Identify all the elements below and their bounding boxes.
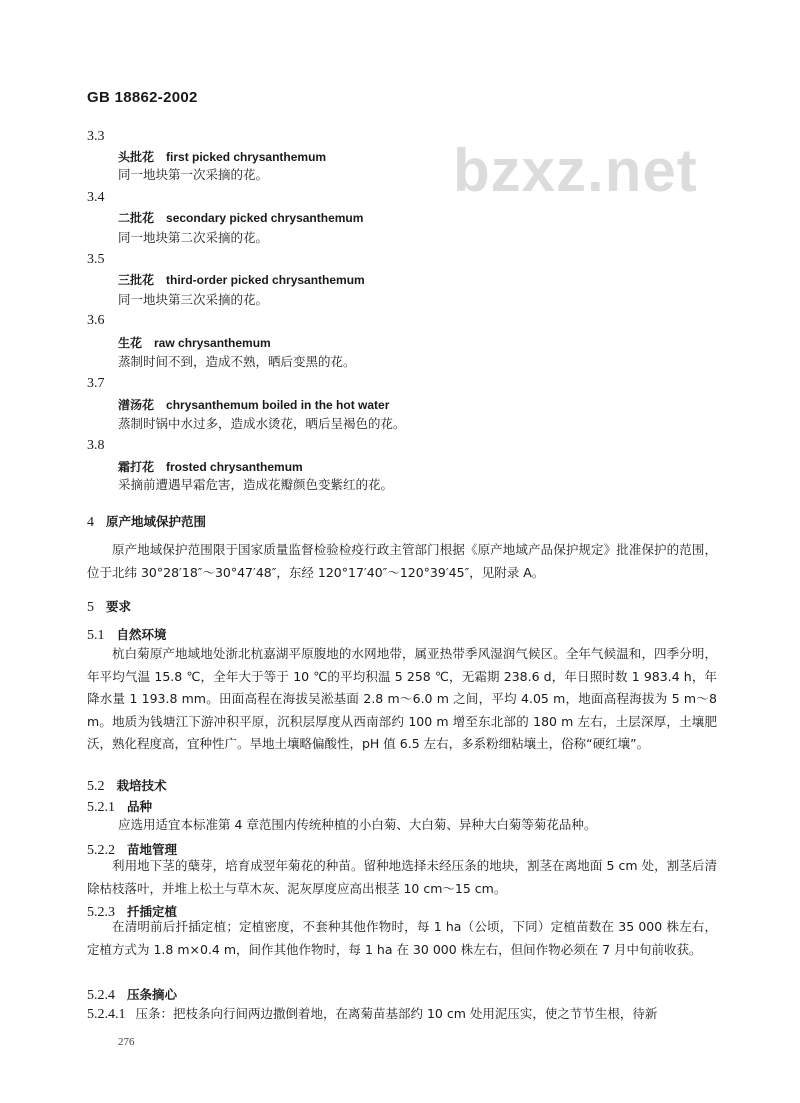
term-heading xyxy=(118,458,303,475)
term-number: 3.5 xyxy=(87,252,105,267)
term-definition: 同一地块第二次采摘的花。 xyxy=(118,230,269,245)
term-en: third-order picked chrysanthemum xyxy=(166,273,365,287)
section-paragraph: 杭白菊原产地域地处浙北杭嘉湖平原腹地的水网地带，属亚热带季风湿润气候区。全年气候温和，四季分明，年平均气温 15.8 ℃，全年大于等于 10 ℃的平均积温 5 258 ℃，无霜期 238.6 d，年日照时数 1 983.4 h，年降水量 1 193.8 mm。田面高程在海拔吴淞基面 2.8 m～6.0 m 之间，平均 4.05 m，地面高程海拔为 5 m～8 m。地质为钱塘江下游冲积平原，沉积层厚度从西南部约 100 m 增至东北部的 180 m 左右，土层深厚，土壤肥沃，熟化程度高，宜种性广。旱地土壤略偏酸性，pH 值 6.5 左右，多系粉细粘壤土，俗称“硬红壤”。 xyxy=(87,646,717,751)
section-number: 4 xyxy=(87,515,94,530)
term-number: 3.7 xyxy=(87,376,105,391)
section-paragraph: 应选用适宜本标准第 4 章范围内传统种植的小白菊、大白菊、异种大白菊等菊花品种。 xyxy=(118,817,597,832)
term-en: raw chrysanthemum xyxy=(154,336,271,350)
term-definition: 蒸制时间不到，造成不熟，晒后变黑的花。 xyxy=(118,354,356,369)
section-number: 5 xyxy=(87,600,94,615)
subsection-heading xyxy=(87,985,177,1004)
term-number: 3.6 xyxy=(87,313,105,328)
clause-number: 5.2.4.1 xyxy=(87,1007,126,1022)
term-definition: 蒸制时锅中水过多，造成水烫花，晒后呈褐色的花。 xyxy=(118,416,406,431)
term-heading xyxy=(118,209,363,226)
subsection-title: 苗地管理 xyxy=(127,842,178,857)
section-title: 原产地域保护范围 xyxy=(106,514,207,529)
subsection-title: 品种 xyxy=(127,799,153,814)
term-en: frosted chrysanthemum xyxy=(166,460,303,474)
term-zh: 三批花 xyxy=(118,273,155,287)
subsection-title: 压条摘心 xyxy=(127,987,178,1002)
watermark: bzxz.net xyxy=(453,137,698,204)
term-zh: 生花 xyxy=(118,336,143,350)
subsection-number: 5.2.4 xyxy=(87,988,115,1003)
section-paragraph: 原产地域保护范围限于国家质量监督检验检疫行政主管部门根据《原产地域产品保护规定》批准保护的范围，位于北纬 30°28′18″～30°47′48″，东经 120°17′40″～120°39′45″，见附录 A。 xyxy=(87,542,717,580)
term-definition: 同一地块第一次采摘的花。 xyxy=(118,167,269,182)
clause-paragraph xyxy=(87,1006,657,1023)
term-number: 3.8 xyxy=(87,438,105,453)
section-paragraph: 利用地下茎的蘖芽，培育成翌年菊花的种苗。留种地选择未经压条的地块，割茎在离地面 5 cm 处，割茎后清除枯枝落叶，并堆上松土与草木灰、泥灰厚度应高出根茎 10 cm～15 cm。 xyxy=(87,858,717,896)
term-heading xyxy=(118,396,389,413)
subsection-number: 5.2.2 xyxy=(87,843,115,858)
term-definition: 同一地块第三次采摘的花。 xyxy=(118,292,269,307)
term-heading xyxy=(118,334,271,351)
section-paragraph: 在清明前后扦插定植；定植密度，不套种其他作物时，每 1 ha（公顷，下同）定植苗数在 35 000 株左右，定植方式为 1.8 m×0.4 m，间作其他作物时，每 1 ha 在 30 000 株左右，但间作物必须在 7 月中旬前收获。 xyxy=(87,919,717,957)
term-heading xyxy=(118,271,365,288)
section-title: 要求 xyxy=(106,599,132,614)
term-zh: 潽汤花 xyxy=(118,398,155,412)
term-definition: 采摘前遭遇早霜危害，造成花瓣颜色变紫红的花。 xyxy=(118,477,394,492)
term-en: chrysanthemum boiled in the hot water xyxy=(166,398,390,412)
subsection-title: 栽培技术 xyxy=(116,778,167,793)
term-zh: 头批花 xyxy=(118,150,155,164)
term-zh: 霜打花 xyxy=(118,460,155,474)
standard-code: GB 18862-2002 xyxy=(87,89,198,106)
term-zh: 二批花 xyxy=(118,211,155,225)
subsection-number: 5.1 xyxy=(87,628,105,643)
term-heading xyxy=(118,148,326,165)
page-number: 276 xyxy=(118,1036,135,1048)
clause-text: 压条：把枝条向行间两边撒倒着地，在离菊苗基部约 10 cm 处用泥压实，使之节节生根，待新 xyxy=(135,1006,658,1021)
section-heading xyxy=(87,597,131,616)
section-heading xyxy=(87,512,206,531)
subsection-title: 自然环境 xyxy=(116,627,167,642)
subsection-heading xyxy=(87,625,167,644)
subsection-heading xyxy=(87,776,167,795)
term-number: 3.3 xyxy=(87,129,105,144)
term-en: first picked chrysanthemum xyxy=(166,150,327,164)
subsection-heading xyxy=(87,797,152,816)
subsection-number: 5.2.1 xyxy=(87,800,115,815)
subsection-title: 扦插定植 xyxy=(127,904,178,919)
term-number: 3.4 xyxy=(87,190,105,205)
subsection-number: 5.2.3 xyxy=(87,905,115,920)
subsection-number: 5.2 xyxy=(87,779,105,794)
term-en: secondary picked chrysanthemum xyxy=(166,211,364,225)
